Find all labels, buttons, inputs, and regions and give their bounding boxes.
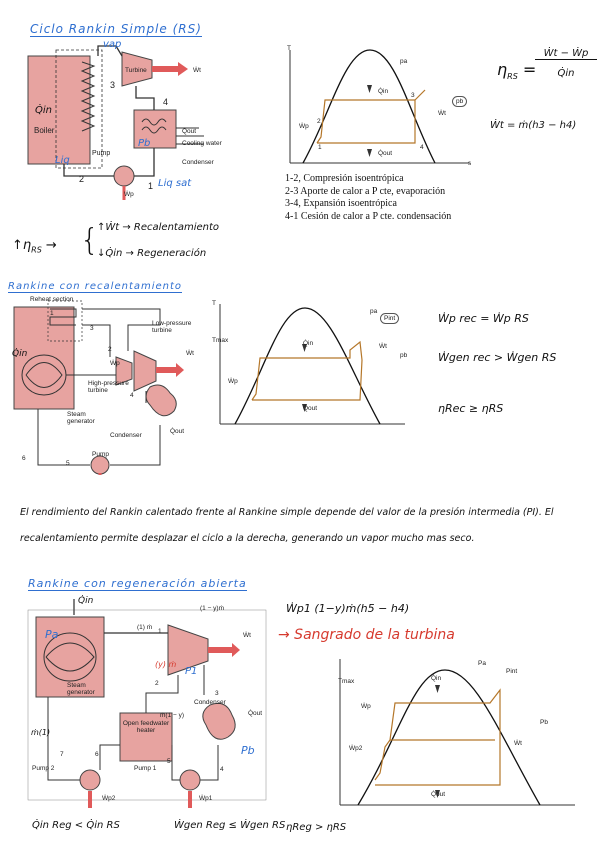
ts3-pb: Pb — [540, 719, 548, 726]
ts2-q-out: Q̇out — [303, 405, 318, 412]
ts2-pint: Pint — [380, 313, 399, 324]
pump1-label: Pump 1 — [134, 765, 157, 772]
pump-icon — [114, 166, 134, 186]
eta-rec-note: ηRec ≥ ηRS — [438, 402, 504, 415]
section-title-rankine-simple: Ciclo Rankin Simple (RS) — [30, 22, 202, 36]
eta-compare: ηReg > ηRS — [286, 822, 347, 833]
eta-increase: $↑\eta_{RS}$ → — [12, 238, 57, 255]
wt-formula: Ẇt = ṁ(h3 − h4) — [490, 120, 577, 131]
liq-label: Liq — [55, 155, 70, 166]
node-2: 2 — [79, 174, 85, 184]
w-t-label: Ẇt — [193, 67, 201, 74]
ts1-node-1: 1 — [318, 144, 322, 151]
node-3-g: 3 — [215, 690, 219, 697]
regeneracion-note: ↓Q̇in → Regeneración — [97, 248, 207, 259]
recalentamiento-note: ↑Ẇt → Recalentamiento — [97, 222, 220, 233]
reheat-label: Reheat section — [30, 296, 74, 303]
ts1-node-4: 4 — [420, 144, 424, 151]
node-1-g: 1 — [158, 628, 162, 635]
node-2-r: 2 — [108, 346, 112, 353]
legend-line: 1-2, Compresión isoentrópica — [285, 173, 404, 184]
ts1-w-t: Ẇt — [438, 110, 446, 117]
ts3-w-p2: Ẇp2 — [349, 745, 363, 752]
wp1-formula: Ẇp1 (1−y)ṁ(h5 − h4) — [286, 602, 410, 615]
ts1-s-axis: s — [468, 160, 472, 167]
pb-label-3: Pb — [241, 744, 255, 757]
w-p1-label: Ẇp1 — [199, 795, 213, 802]
p1-label: P1 — [185, 666, 198, 677]
pump-label: Pump — [92, 150, 111, 157]
rankine-regen-diagram — [28, 595, 278, 810]
liq-sat-label: Liq sat — [158, 178, 192, 189]
ts1-q-in: Q̇in — [378, 88, 389, 95]
steam-gen-label: Steam generator — [67, 411, 95, 425]
wgen-rec-note: Ẇgen rec > Ẇgen RS — [438, 351, 557, 364]
ts2-pb: pb — [400, 352, 408, 359]
w-p-label: Ẇp — [124, 191, 134, 198]
ts3-q-in: Q̇in — [431, 675, 442, 682]
m1-label: (1) ṁ — [137, 624, 153, 631]
cooling-water-label: Cooling water — [182, 140, 222, 147]
node-3-r: 3 — [90, 325, 94, 332]
node-5-r: 5 — [66, 460, 70, 467]
w-p2-label: Ẇp2 — [102, 795, 116, 802]
node-3: 3 — [110, 80, 116, 90]
node-4-r: 4 — [130, 392, 134, 399]
ts1-pb: pb — [452, 96, 467, 107]
vap-label: vap — [103, 39, 122, 50]
node-5-g: 5 — [167, 758, 171, 765]
one-minus-ym-label: (1 − y)ṁ — [200, 605, 225, 612]
node-4: 4 — [163, 97, 169, 107]
efficiency-numerator: Ẇt − Ẇp — [535, 48, 597, 60]
ts3-w-t: Ẇt — [514, 740, 522, 747]
legend-line: 2-3 Aporte de calor a P cte, evaporación — [285, 185, 446, 197]
node-1: 1 — [148, 181, 154, 191]
efficiency-eta: $\eta_{RS}$ = — [497, 60, 537, 82]
ts1-w-p: Ẇp — [299, 123, 309, 130]
section-title-rankine-reheat: Rankine con recalentamiento — [8, 281, 183, 292]
node-4-g: 4 — [220, 766, 224, 773]
w-t-label-3: Ẇt — [243, 632, 251, 639]
ym-label: (y) ṁ — [155, 660, 177, 669]
efficiency-denominator: Q̇in — [557, 68, 575, 79]
q-out-label-3: Q̇out — [248, 710, 263, 717]
pb-label: Pb — [138, 138, 151, 149]
boiler-label: Boiler — [34, 126, 55, 135]
pump1-icon — [180, 770, 200, 790]
q-in-label-2: Q̇in — [12, 349, 28, 359]
turbine-label: Turbine — [125, 67, 147, 74]
ts3-w-p: Ẇp — [361, 703, 371, 710]
w-t-label-2: Ẇt — [186, 350, 194, 357]
m1-y-label: ṁ(1 − y) — [160, 712, 185, 719]
ts3-tmax: Tmax — [338, 678, 355, 685]
m1-left-label: ṁ(1) — [31, 728, 51, 737]
legend-line: 4-1 Cesión de calor a P cte. condensación — [285, 210, 452, 222]
pump-label-2: Pump — [92, 451, 109, 458]
node-6-g: 6 — [95, 751, 99, 758]
process-legend — [285, 173, 451, 223]
wp-rec-note: Ẇp rec = Ẇp RS — [438, 312, 529, 325]
q-compare: Q̇in Reg < Q̇in RS — [32, 820, 120, 831]
q-out-label: Q̇out — [182, 128, 197, 135]
condenser-label-2: Condenser — [110, 432, 142, 439]
ts2-pa: pa — [370, 308, 378, 315]
open-fwh-label: Open feedwater heater — [122, 720, 170, 734]
rankine-simple-diagram — [24, 38, 269, 203]
ts1-pa: pa — [400, 58, 408, 65]
node-7-g: 7 — [60, 751, 64, 758]
node-6-r: 6 — [22, 455, 26, 462]
ts-diagram-regen — [330, 655, 580, 815]
low-turbine-label: Low-pressure turbine — [152, 320, 192, 334]
ts1-node-2: 2 — [317, 118, 321, 125]
w-p-label-2: Ẇp — [110, 360, 120, 367]
q-in-label-3: Q̇in — [78, 596, 94, 606]
reheat-paragraph: El rendimiento del Rankin calentado frente al Rankine simple depende del valor de la presión intermedia (PI). El recalentamiento permite desplazar el ciclo a la derecha, generando un vapor mucho mas seco. — [20, 507, 554, 544]
q-out-label-2: Q̇out — [170, 428, 185, 435]
section-title-rankine-regen: Rankine con regeneración abierta — [28, 577, 247, 590]
condenser-label: Condenser — [182, 159, 214, 166]
ts1-node-3: 3 — [411, 92, 415, 99]
pump2-icon — [80, 770, 100, 790]
node-1-r: 1 — [50, 310, 54, 317]
ts3-q-out: Q̇out — [431, 791, 446, 798]
w-compare: Ẇgen Reg ≤ Ẇgen RS — [174, 820, 286, 831]
low-pressure-turbine — [134, 351, 156, 391]
bleed-note: → Sangrado de la turbina — [278, 627, 455, 643]
legend-line: 3-4, Expansión isoentrópica — [285, 198, 397, 209]
condenser-label-3: Condenser — [194, 699, 226, 706]
pump2-label: Pump 2 — [32, 765, 55, 772]
brace: { — [80, 223, 100, 258]
steam-gen-label-3: Steam generator — [67, 682, 95, 696]
q-in-label: Q̇in — [35, 105, 52, 116]
ts2-q-in: Q̇in — [303, 340, 314, 347]
node-2-g: 2 — [155, 680, 159, 687]
pa-label-3: Pa — [45, 628, 59, 641]
ts3-pa: Pa — [478, 660, 486, 667]
ts2-w-p: Ẇp — [228, 378, 238, 385]
ts2-w-t: Ẇt — [379, 343, 387, 350]
ts1-t-axis: T — [287, 45, 291, 52]
ts1-q-out: Q̇out — [378, 150, 393, 157]
ts2-t-axis: T — [212, 300, 216, 307]
ts2-tmax: Tmax — [212, 337, 229, 344]
high-turbine-label: High-pressure turbine — [88, 380, 129, 394]
ts3-pint: Pint — [506, 668, 518, 675]
